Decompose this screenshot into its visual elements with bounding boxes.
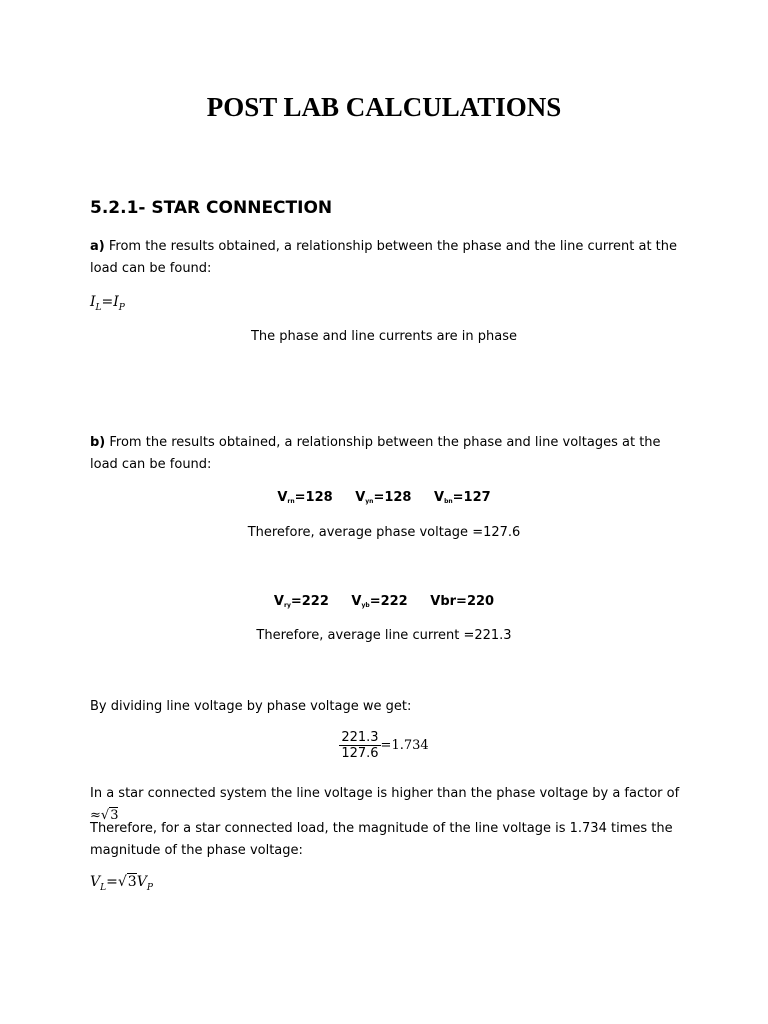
voltage-bn: $V_{bn}=127$ (434, 490, 491, 505)
ratio-numerator: 221.3 (341, 730, 379, 745)
part-a-text: From the results obtained, a relationship between the phase and the line current at the load can be found: (90, 239, 678, 276)
star-factor-text: In a star connected system the line voltage is higher than the phase voltage by a factor of (90, 786, 680, 801)
voltage-rn: $V_{rn}=128$ (277, 490, 333, 505)
part-a-paragraph (90, 236, 686, 280)
voltage-yn: $V_{yn}=128$ (355, 490, 412, 505)
conclusion-text: Therefore, for a star connected load, the magnitude of the line voltage is 1.734 times the magnitude of the phase voltage: (90, 821, 673, 858)
voltage-br: Vbr=220 (430, 594, 495, 609)
ratio-denominator: 127.6 (341, 746, 379, 761)
line-voltage-row (0, 594, 768, 609)
dividing-text: By dividing line voltage by phase voltage we get: (90, 699, 412, 714)
part-b-text: From the results obtained, a relationship between the phase and line voltages at the load can be found: (90, 435, 661, 472)
line-average: Therefore, average line current =221.3 (256, 628, 512, 643)
voltage-ry: $V_{ry}=222$ (273, 594, 329, 609)
part-a-marker: a) (90, 239, 105, 254)
current-equation: $I_L=I_P$ (90, 294, 125, 313)
ratio-fraction (339, 730, 380, 761)
phase-note: The phase and line currents are in phase (250, 329, 518, 344)
ratio-equation (0, 730, 768, 761)
sqrt3-factor: ≈√3 (90, 808, 119, 823)
voltage-yb: $V_{yb}=222$ (351, 594, 408, 609)
part-b-paragraph (90, 432, 686, 476)
part-b-marker: b) (90, 435, 106, 450)
section-heading: 5.2.1- STAR CONNECTION (90, 198, 333, 218)
voltage-equation: $V_L=√3V_P$ (90, 874, 153, 893)
page-title: POST LAB CALCULATIONS (206, 92, 562, 122)
phase-voltage-row (0, 490, 768, 505)
phase-average: Therefore, average phase voltage =127.6 (247, 525, 521, 540)
ratio-result: =1.734 (380, 738, 429, 753)
